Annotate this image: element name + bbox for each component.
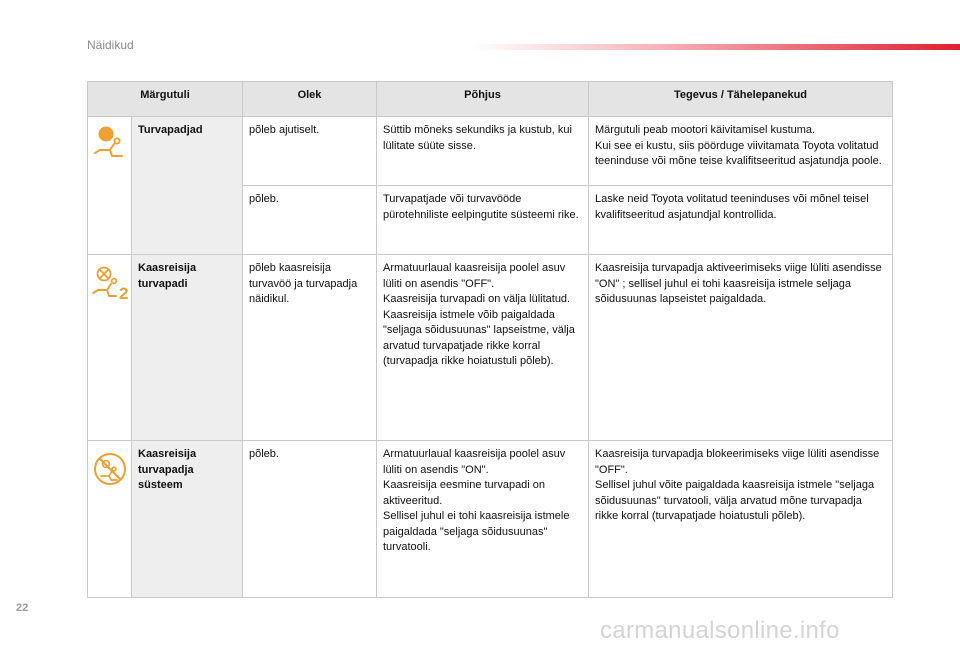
table-header-row [88,82,893,117]
airbag-warning-icon [90,123,130,159]
column-header-margutuli: Märgutuli [88,82,243,117]
passenger-airbag-off-icon [90,451,130,487]
cell-tegevus: Kaasreisija turvapadja blokeerimiseks viige lüliti asendisse "OFF". Sellisel juhul võite paigaldada kaasreisija istmele "seljaga sõidusuunas" turvatooli, välja arvatud mõne turvapadja rikke korral (turvapatjade hoiatustuli põleb). [589,441,893,598]
cell-olek: põleb ajutiselt. [243,117,377,186]
section-title: Näidikud [87,38,134,52]
row-name-turvapadjad: Turvapadjad [132,117,243,255]
row-name-kaasreisija-turvapadja-susteem: Kaasreisija turvapadja süsteem [132,441,243,598]
cell-tegevus: Kaasreisija turvapadja aktiveerimiseks viige lüliti asendisse "ON" ; sellisel juhul ei tohi kaasreisija istmele seljaga sõidusuunas lapseistet paigaldada. [589,255,893,441]
icon-cell [88,441,132,598]
cell-pohjus: Armatuurlaual kaasreisija poolel asuv lüliti on asendis "ON". Kaasreisija eesmine turvapadi on aktiveeritud. Sellisel juhul ei tohi kaasreisija istmele paigaldada "seljaga sõidusuunas" turvatooli. [377,441,589,598]
cell-pohjus: Turvapatjade või turvavööde pürotehniliste eelpingutite süsteemi rike. [377,186,589,255]
column-header-tegevus: Tegevus / Tähelepanekud [589,82,893,117]
cell-tegevus: Laske neid Toyota volitatud teeninduses või mõnel teisel kvalifitseeritud asjatundjal kontrollida. [589,186,893,255]
icon-cell [88,255,132,441]
row-name-kaasreisija-turvapadi: Kaasreisija turvapadi [132,255,243,441]
cell-olek: põleb. [243,186,377,255]
cell-tegevus: Märgutuli peab mootori käivitamisel kustuma. Kui see ei kustu, siis pöörduge viivitamata Toyota volitatud teeninduse või mõne teise kvalifitseeritud asjatundja poole. [589,117,893,186]
page-number: 22 [16,602,29,614]
svg-text:2: 2 [118,284,128,301]
column-header-pohjus: Põhjus [377,82,589,117]
table-row [88,441,893,598]
watermark: carmanualsonline.info [600,617,840,644]
icon-cell [88,117,132,255]
warning-lights-table [87,81,893,598]
cell-olek: põleb kaasreisija turvavöö ja turvapadja näidikul. [243,255,377,441]
cell-pohjus: Süttib mõneks sekundiks ja kustub, kui lülitate süüte sisse. [377,117,589,186]
header-accent-bar [470,44,960,50]
table-row [88,255,893,441]
column-header-olek: Olek [243,82,377,117]
table-row [88,117,893,186]
passenger-airbag-on-icon [90,265,130,301]
cell-pohjus: Armatuurlaual kaasreisija poolel asuv lüliti on asendis "OFF". Kaasreisija turvapadi on välja lülitatud. Kaasreisija istmele võib paigaldada "seljaga sõidusuunas" lapseistme, välja arvatud turvapatjade rikke korral (turvapadja rikke hoiatustuli põleb). [377,255,589,441]
cell-olek: põleb. [243,441,377,598]
